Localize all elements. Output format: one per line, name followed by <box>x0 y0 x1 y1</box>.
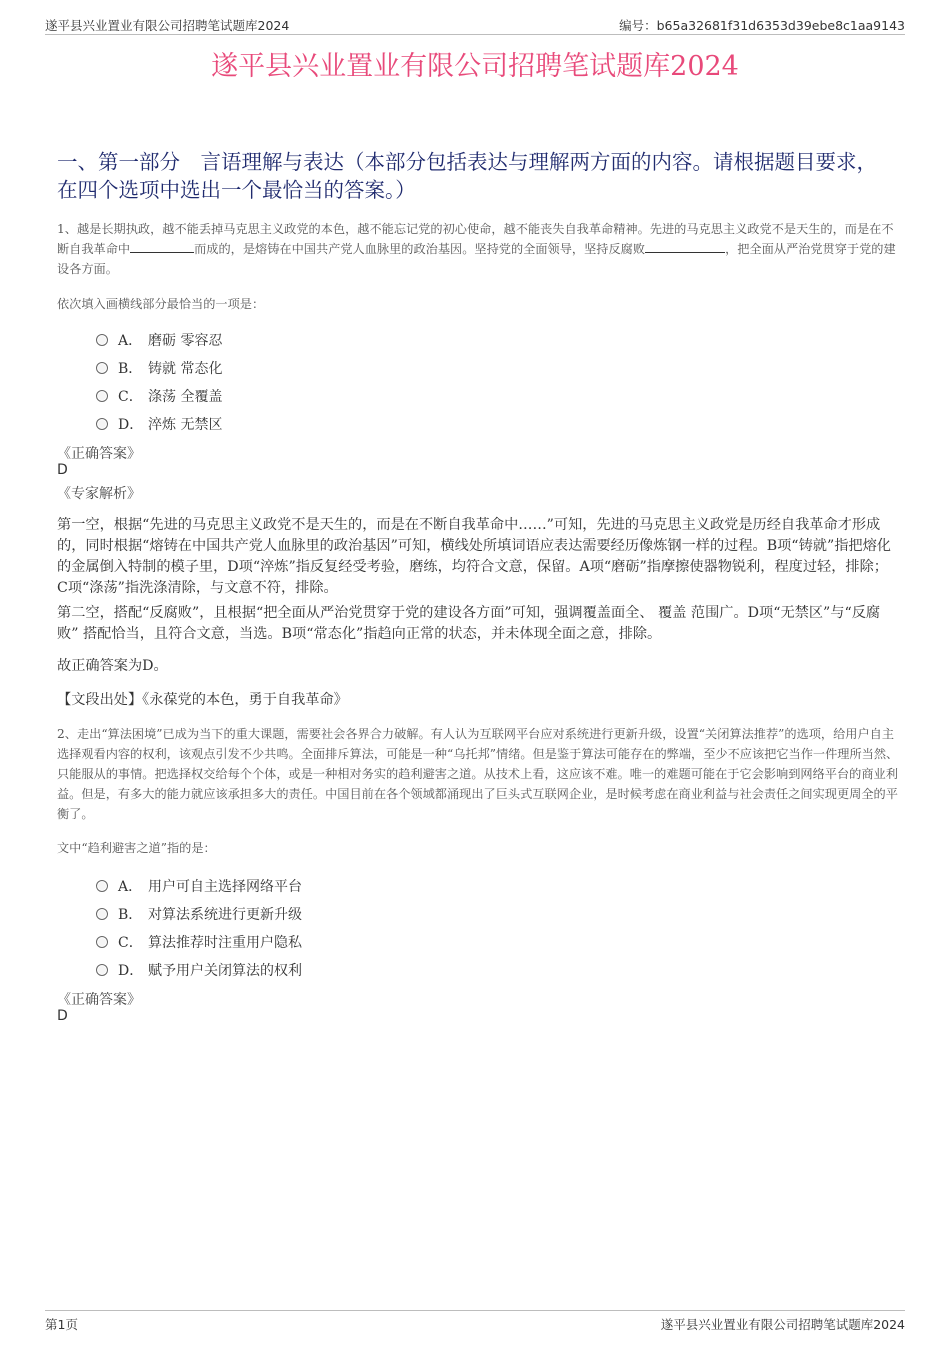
radio-icon[interactable] <box>96 908 108 920</box>
header-title: 遂平县兴业置业有限公司招聘笔试题库2024 <box>45 18 290 33</box>
question-2-prompt: 文中“趋利避害之道”指的是： <box>57 841 216 855</box>
header-serial: 编号：b65a32681f31d6353d39ebe8c1aa9143 <box>619 18 905 33</box>
q1-analysis-paragraph-1: 第一空，根据“先进的马克思主义政党不是天生的，而是在不断自我革命中……”可知，先进的马克思主义政党是历经自我革命才形成的，同时根据“熔铸在中国共产党人血脉里的政治基因”可知，横线处所填词语应表达需要经历像炼钢一样的过程。B项“铸就”指把熔化的金属倒入特制的模子里，D项“淬炼”指反复经受考验，磨练，均符合文意，保留。A项“磨砺”指摩擦使器物锐利，程度过轻，排除；C项“涤荡”指洗涤清除，与文意不符，排除。 <box>57 517 891 596</box>
q1-source: 【文段出处】《永葆党的本色，勇于自我革命》 <box>57 692 348 708</box>
question-2-stem: 2、走出“算法困境”已成为当下的重大课题，需要社会各界合力破解。有人认为互联网平台应对系统进行更新升级，设置“关闭算法推荐”的选项，给用户自主选择观看内容的权利，该观点引发不少共鸣。全面排斥算法，可能是一种“乌托邦”情绪。但是鉴于算法可能存在的弊端，至少不应该把它当作一件理所当然、只能服从的事情。把选择权交给每个个体，或是一种相对务实的趋利避害之道。从技术上看，这应该不难。唯一的难题可能在于它会影响到网络平台的商业利益。但是，有多大的能力就应该承担多大的责任。中国目前在各个领域都涌现出了巨头式互联网企业，是时候考虑在商业利益与社会责任之间实现更周全的平衡了。 <box>57 727 899 821</box>
question-1-prompt: 依次填入画横线部分最恰当的一项是： <box>57 297 265 311</box>
fill-blank-2 <box>645 240 725 253</box>
radio-icon[interactable] <box>96 362 108 374</box>
question-1-stem: 1、越是长期执政，越不能丢掉马克思主义政党的本色，越不能忘记党的初心使命，越不能丧失自我革命精神。先进的马克思主义政党不是天生的，而是在不断自我革命中 而成的，是熔铸在中国共产党人血脉里的政治基因。坚持党的全面领导，坚持反腐败 ，把全面从严治党贯穿于党的建设各方面。 <box>57 222 896 276</box>
q2-answer-label: 《正确答案》 <box>57 992 141 1008</box>
fill-blank-1 <box>130 240 194 253</box>
radio-icon[interactable] <box>96 880 108 892</box>
radio-icon[interactable] <box>96 390 108 402</box>
q2-answer: D <box>57 1008 68 1024</box>
q1-analysis-paragraph-2: 第二空，搭配“反腐败”，且根据“把全面从严治党贯穿于党的建设各方面”可知，强调覆盖面全、 覆盖 范围广。D项“无禁区”与“反腐败” 搭配恰当，且符合文意，当选。B项“常态化”指趋向正常的状态，并未体现全面之意，排除。 <box>57 605 881 642</box>
document-title: 遂平县兴业置业有限公司招聘笔试题库2024 <box>211 51 739 82</box>
q1-answer-label: 《正确答案》 <box>57 446 141 462</box>
document-page: 遂平县兴业置业有限公司招聘笔试题库2024 编号：b65a32681f31d6353d39ebe8c1aa9143 遂平县兴业置业有限公司招聘笔试题库2024 一、第一部分 言语理解与表达（本部分包括表达与理解两方面的内容。请根据题目要求，在四个选项中选出一个最恰当的答案。） 1、越是长期执政，越不能丢掉马克思主义政党的本色，越不能忘记党的初心使命，越不能丧失自我革命精神。先进的马克思主义政党不是天生的，而是在不断自我革命中 而成的，是熔铸在中国共产党人血脉里的政治基因。坚持党的全面领导，坚持反腐败 ，把全面从严治党贯穿于党的建设各方面。 依次填入画横线部分最恰当的一项是： A． 磨砺 零容忍 B． 铸就 常态化 C． 涤荡 全覆盖 D． 淬炼 无禁区 《正确答案》 D 《专家解析》 第一空，根据“先进的马克思主义政党不是天生的，而是在不断自我革命中……”可知，先进的马克思主义政党是历经自我革命才形成的，同时根据“熔铸在中国共产党人血脉里的政治基因”可知，横线处所填词语应表达需要经历像炼钢一样的过程。B项“铸就”指把熔化的金属倒入特制的模子里，D项“淬炼”指反复经受考验，磨练，均符合文意，保留。A项“磨砺”指摩擦使器物锐利，程度过轻，排除；C项“涤荡”指洗涤清除，与文意不符，排除。 第二空，搭配“反腐败”，且根据“把全面从严治党贯穿于党的建设各方面”可知，强调覆盖面全、 覆盖 范围广。D项“无禁区”与“反腐败” 搭配恰当，且符合文意，当选。B项“常态化”指趋向正常的状态，并未体现全面之意，排除。 故正确答案为D。 【文段出处】《永葆党的本色，勇于自我革命》 2、走出“算法困境”已成为当下的重大课题，需要社会各界合力破解。有人认为互联网平台应对系统进行更新升级，设置“关闭算法推荐”的选项，给用户自主选择观看内容的权利，该观点引发不少共鸣。全面排斥算法，可能是一种“乌托邦”情绪。但是鉴于算法可能存在的弊端，至少不应该把它当作一件理所当然、只能服从的事情。把选择权交给每个个体，或是一种相对务实的趋利避害之道。从技术上看，这应该不难。唯一的难题可能在于它会影响到网络平台的商业利益。但是，有多大的能力就应该承担多大的责任。中国目前在各个领域都涌现出了巨头式互联网企业，是时候考虑在商业利益与社会责任之间实现更周全的平衡了。 文中“趋利避害之道”指的是： A． 用户可自主选择网络平台 B． 对算法系统进行更新升级 C． 算法推荐时注重用户隐私 D． 赋予用户关闭算法的权利 《正确答案》 D 第1页 遂平县兴业置业有限公司招聘笔试题库2024 <box>0 0 950 1345</box>
q1-answer: D <box>57 462 68 478</box>
page-number: 第1页 <box>45 1317 78 1332</box>
page-footer <box>45 1310 905 1335</box>
footer-title: 遂平县兴业置业有限公司招聘笔试题库2024 <box>660 1317 905 1332</box>
radio-icon[interactable] <box>96 418 108 430</box>
radio-icon[interactable] <box>96 964 108 976</box>
q1-analysis-label: 《专家解析》 <box>57 486 141 502</box>
radio-icon[interactable] <box>96 334 108 346</box>
page-header <box>45 16 905 35</box>
radio-icon[interactable] <box>96 936 108 948</box>
section-title: 一、第一部分 言语理解与表达（本部分包括表达与理解两方面的内容。请根据题目要求，在四个选项中选出一个最恰当的答案。） <box>57 150 877 202</box>
q1-analysis-conclusion: 故正确答案为D。 <box>57 658 168 674</box>
